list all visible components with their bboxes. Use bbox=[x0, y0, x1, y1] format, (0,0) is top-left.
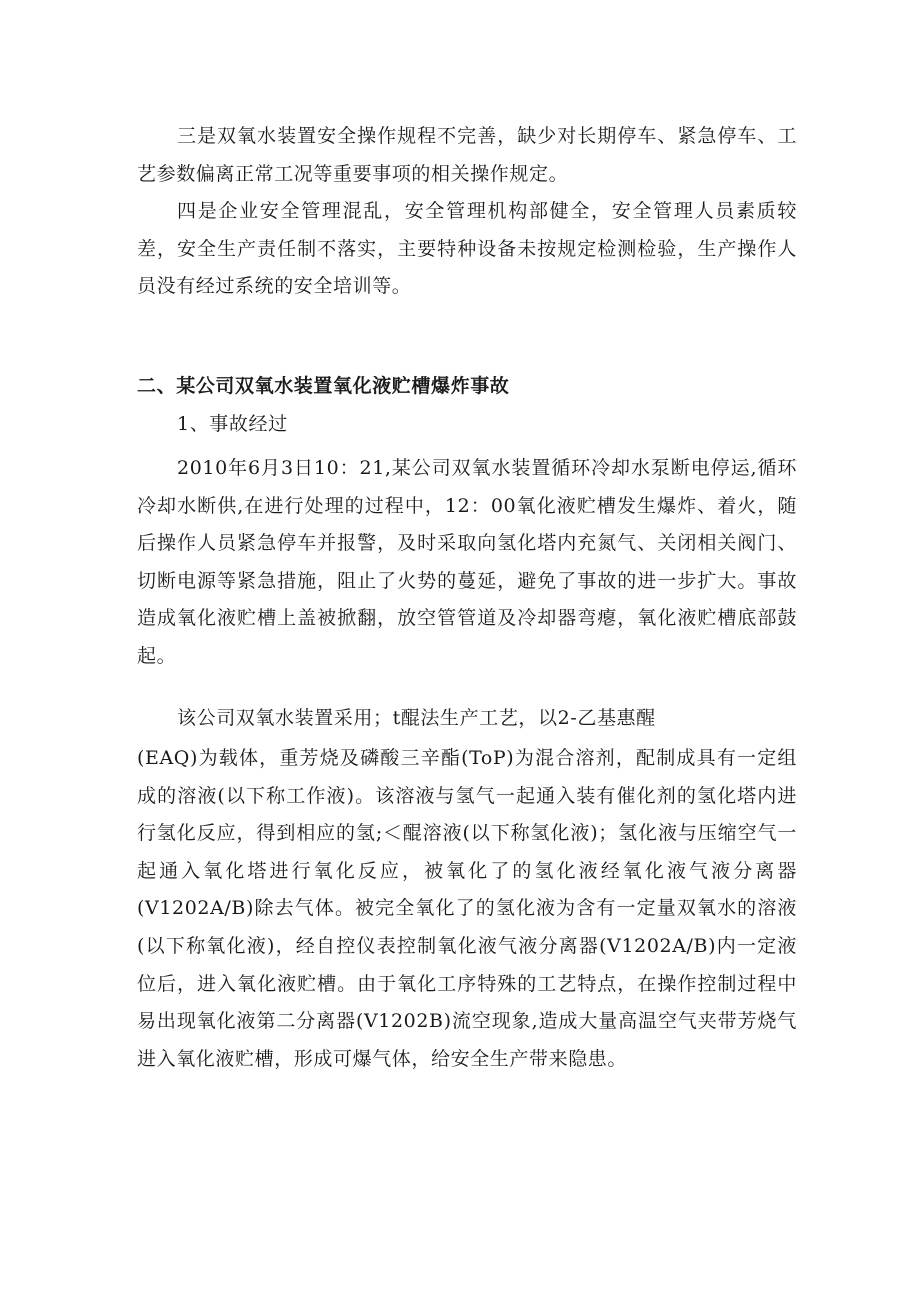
paragraph-process-intro: 该公司双氧水装置采用；t醌法生产工艺，以2-乙基惠醒 bbox=[177, 707, 656, 729]
section-heading: 二、某公司双氧水装置氧化液贮槽爆炸事故 bbox=[137, 375, 510, 397]
subsection-heading: 1、事故经过 bbox=[177, 413, 288, 435]
paragraph-safety-management: 四是企业安全管理混乱，安全管理机构部健全，安全管理人员素质较差，安全生产责任制不落实，主要特种设备未按规定检测检验，生产操作人员没有经过系统的安全培训等。 bbox=[137, 200, 797, 298]
paragraph-accident-process: 2010年6月3日10：21,某公司双氧水装置循环冷却水泵断电停运,循环冷却水断供,在进行处理的过程中，12：00氧化液贮槽发生爆炸、着火，随后操作人员紧急停车并报警，及时采取向氢化塔内充氮气、关闭相关阀门、切断电源等紧急措施，阻止了火势的蔓延，避免了事故的进一步扩大。事故造成氧化液贮槽上盖被掀翻，放空管管道及冷却器弯瘪，氧化液贮槽底部鼓起。 bbox=[137, 457, 797, 667]
paragraph-process-detail: (EAQ)为载体，重芳烧及磷酸三辛酯(ToP)为混合溶剂，配制成具有一定组成的溶液(以下称工作液)。该溶液与氢气一起通入装有催化剂的氢化塔内进行氢化反应，得到相应的氢;＜醌溶液(以下称氢化液)；氢化液与压缩空气一起通入氧化塔进行氧化反应，被氧化了的氢化液经氧化液气液分离器(V1202A/B)除去气体。被完全氧化了的氢化液为含有一定量双氧水的溶液(以下称氧化液)，经自控仪表控制氧化液气液分离器(V1202A/B)内一定液位后，进入氧化液贮槽。由于氧化工序特殊的工艺特点，在操作控制过程中易出现氧化液第二分离器(V1202B)流空现象,造成大量高温空气夹带芳烧气进入氧化液贮槽，形成可爆气体，给安全生产带来隐患。 bbox=[137, 747, 797, 1070]
paragraph-operating-rules: 三是双氧水装置安全操作规程不完善，缺少对长期停车、紧急停车、工艺参数偏离正常工况等重要事项的相关操作规定。 bbox=[137, 125, 797, 185]
